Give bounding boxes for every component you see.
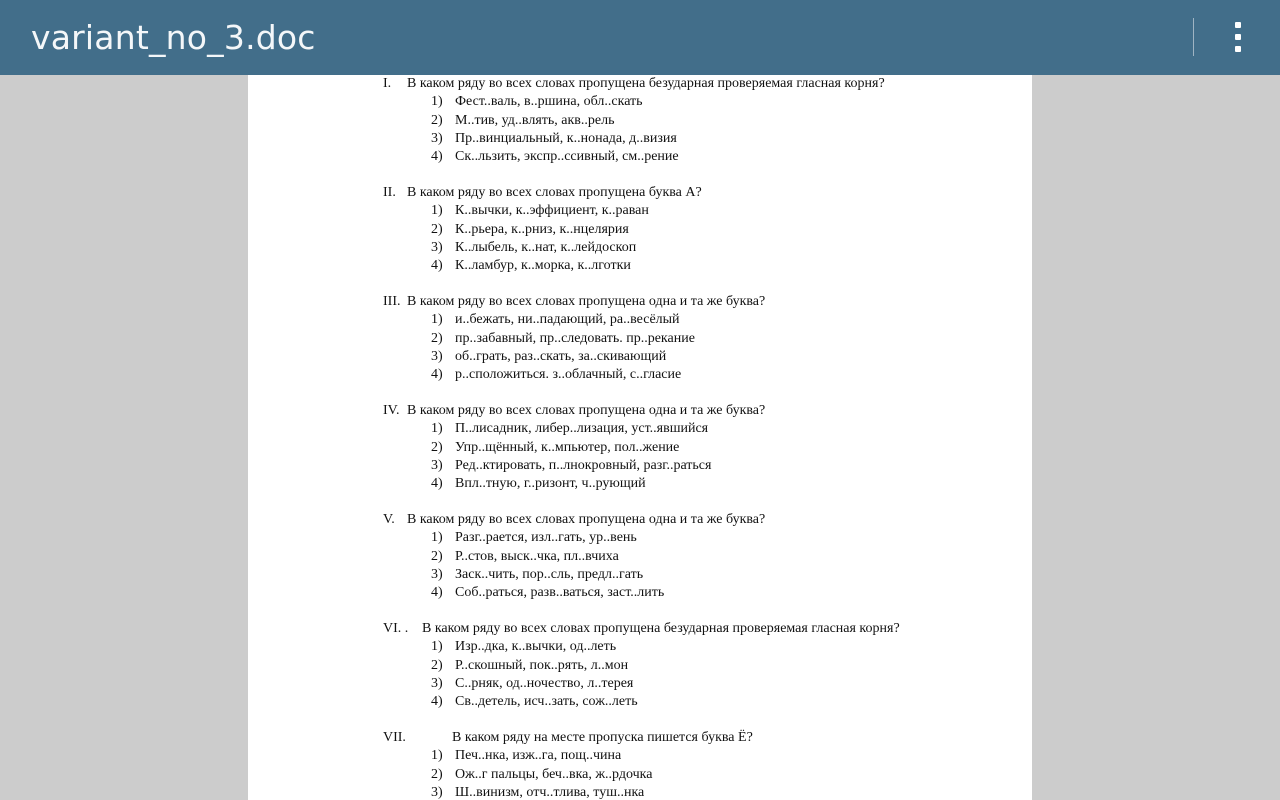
answer-option <box>431 638 616 656</box>
app-bar <box>0 0 1280 75</box>
option-number: 1) <box>431 421 443 437</box>
question-heading <box>383 729 753 747</box>
option-number: 4) <box>431 585 443 600</box>
question-heading <box>383 184 702 202</box>
answer-option <box>431 747 621 765</box>
option-number: 3) <box>431 784 443 800</box>
option-text: Р..скошный, пок..рять, л..мон <box>455 657 629 673</box>
question-text: В каком ряду во всех словах пропущена одна и та же буква? <box>407 512 766 527</box>
option-number: 3) <box>431 457 443 473</box>
option-number: 1) <box>431 312 443 328</box>
option-text: П..лисадник, либер..лизация, уст..явшийся <box>455 421 709 437</box>
option-text: Печ..нка, изж..га, пощ..чина <box>455 748 622 764</box>
document-title: variant_no_3.doc <box>31 18 316 57</box>
question-text: В каком ряду во всех словах пропущена одна и та же буква? <box>407 294 766 309</box>
answer-option <box>431 330 695 348</box>
option-text: Ск..льзить, экспр..ссивный, см..рение <box>455 149 679 164</box>
option-number: 2) <box>431 439 443 455</box>
option-number: 1) <box>431 203 443 219</box>
option-text: Ож..г пальцы, беч..вка, ж..рдочка <box>455 766 653 782</box>
option-number: 2) <box>431 766 443 782</box>
menu-dot <box>1235 34 1241 40</box>
question-number: VII. <box>383 730 406 745</box>
answer-option <box>431 584 664 602</box>
option-number: 4) <box>431 694 443 709</box>
answer-option <box>431 130 677 148</box>
toolbar-divider <box>1193 18 1194 56</box>
option-number: 1) <box>431 748 443 764</box>
answer-option <box>431 202 649 220</box>
option-number: 2) <box>431 548 443 564</box>
menu-dot <box>1235 46 1241 52</box>
answer-option <box>431 420 708 438</box>
option-number: 2) <box>431 221 443 237</box>
option-number: 3) <box>431 239 443 255</box>
question-number: III. <box>383 294 401 309</box>
option-text: К..ламбур, к..морка, к..лготки <box>455 258 631 273</box>
question-number: II. <box>383 185 396 200</box>
option-text: Р..стов, выск..чка, пл..вчиха <box>455 548 619 564</box>
answer-option <box>431 566 643 584</box>
option-text: Св..детель, исч..зать, сож..леть <box>455 694 638 709</box>
answer-option <box>431 675 633 693</box>
option-text: Фест..валь, в..ршина, обл..скать <box>455 94 643 110</box>
option-text: Упр..щённый, к..мпьютер, пол..жение <box>455 439 680 455</box>
question-number: IV. <box>383 403 400 418</box>
question-number: VI. . <box>383 621 409 636</box>
option-text: и..бежать, ни..падающий, ра..весёлый <box>455 312 680 328</box>
option-text: С..рняк, од..ночество, л..терея <box>455 675 634 691</box>
option-number: 3) <box>431 566 443 582</box>
answer-option <box>431 693 638 711</box>
question-number: V. <box>383 512 395 527</box>
option-text: Впл..тную, г..ризонт, ч..рующий <box>455 476 646 491</box>
answer-option <box>431 475 646 493</box>
option-number: 3) <box>431 675 443 691</box>
answer-option <box>431 93 643 111</box>
question-heading <box>383 620 900 638</box>
answer-option <box>431 239 636 257</box>
menu-dot <box>1235 22 1241 28</box>
question-text: В каком ряду во всех словах пропущена безударная проверяемая гласная корня? <box>422 621 900 636</box>
option-number: 2) <box>431 112 443 128</box>
option-number: 4) <box>431 149 443 164</box>
more-vert-icon[interactable] <box>1216 17 1260 59</box>
answer-option <box>431 348 666 366</box>
option-number: 4) <box>431 476 443 491</box>
option-number: 2) <box>431 657 443 673</box>
option-number: 3) <box>431 348 443 364</box>
option-text: Изр..дка, к..вычки, од..леть <box>455 639 617 655</box>
option-text: Пр..винциальный, к..нонада, д..визия <box>455 130 677 146</box>
question-heading <box>383 511 765 529</box>
question-heading <box>383 293 765 311</box>
option-text: р..сположиться. з..облачный, с..гласие <box>455 367 682 382</box>
option-number: 1) <box>431 94 443 110</box>
answer-option <box>431 548 619 566</box>
option-text: Ш..винизм, отч..тлива, туш..нка <box>455 784 645 800</box>
question-text: В каком ряду во всех словах пропущена буква А? <box>407 185 702 200</box>
answer-option <box>431 366 681 384</box>
answer-option <box>431 257 631 275</box>
option-text: Разг..рается, изл..гать, ур..вень <box>455 530 637 546</box>
question-text: В каком ряду на месте пропуска пишется буква Ё? <box>452 730 753 745</box>
answer-option <box>431 529 637 547</box>
option-number: 1) <box>431 639 443 655</box>
question-heading <box>383 402 765 420</box>
option-number: 3) <box>431 130 443 146</box>
option-number: 4) <box>431 258 443 273</box>
question-number: I. <box>383 76 392 91</box>
question-text: В каком ряду во всех словах пропущена безударная проверяемая гласная корня? <box>407 76 885 91</box>
option-text: Ред..ктировать, п..лнокровный, разг..раться <box>455 457 712 473</box>
option-text: Соб..раться, разв..ваться, заст..лить <box>455 585 665 600</box>
option-text: Заск..чить, пор..сль, предл..гать <box>455 566 644 582</box>
option-number: 2) <box>431 330 443 346</box>
question-text: В каком ряду во всех словах пропущена одна и та же буква? <box>407 403 766 418</box>
answer-option <box>431 112 614 130</box>
answer-option <box>431 784 644 800</box>
answer-option <box>431 148 679 166</box>
answer-option <box>431 221 629 239</box>
option-text: об..грать, раз..скать, за..скивающий <box>455 348 667 364</box>
answer-option <box>431 657 628 675</box>
answer-option <box>431 766 652 784</box>
answer-option <box>431 311 680 329</box>
option-text: пр..забавный, пр..следовать. пр..рекание <box>455 330 695 346</box>
option-text: М..тив, уд..влять, акв..рель <box>455 112 615 128</box>
option-text: К..вычки, к..эффициент, к..раван <box>455 203 649 219</box>
answer-option <box>431 439 679 457</box>
option-number: 4) <box>431 367 443 382</box>
answer-option <box>431 457 711 475</box>
option-text: К..лыбель, к..нат, к..лейдоскоп <box>455 239 637 255</box>
question-heading <box>383 75 885 93</box>
document-page[interactable] <box>248 75 1032 800</box>
option-number: 1) <box>431 530 443 546</box>
option-text: К..рьера, к..рниз, к..нцелярия <box>455 221 629 237</box>
